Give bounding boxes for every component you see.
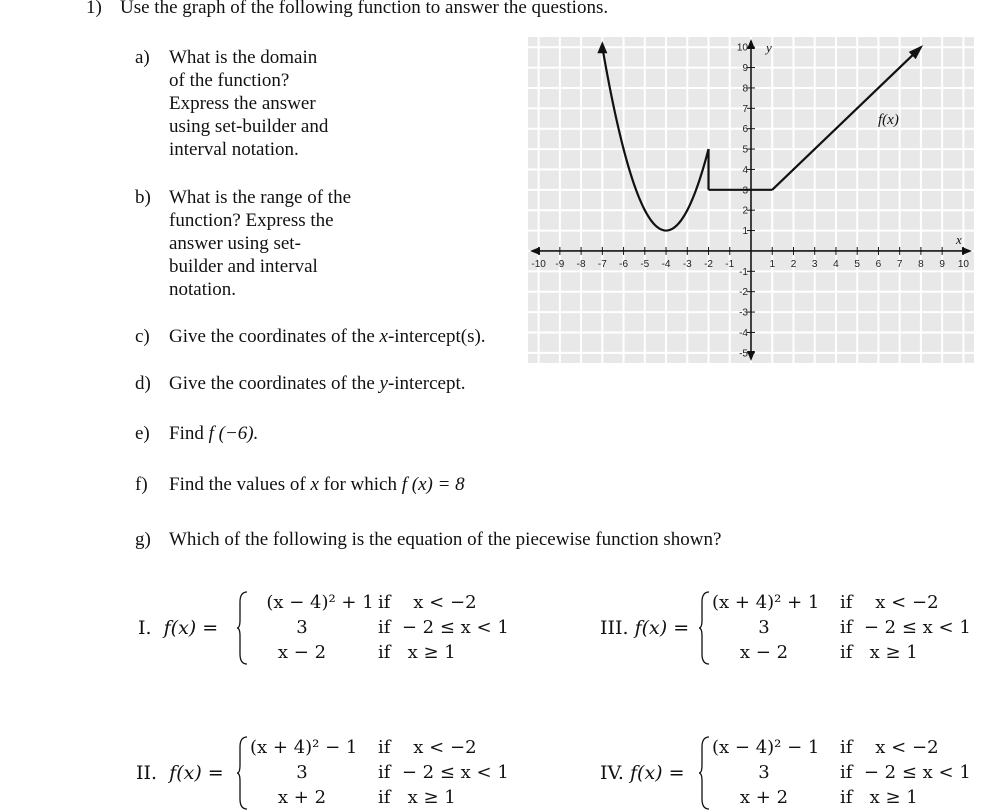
question-number: 1)	[86, 0, 102, 18]
x-tick-label: 6	[875, 258, 882, 270]
x-tick-label: 8	[918, 258, 924, 270]
option-iii-expr-3: x − 2	[739, 642, 789, 663]
part-b-text: What is the range of the function? Express the answer using set- builder and interval notation.	[169, 187, 352, 300]
y-tick-label: 8	[742, 83, 748, 95]
option-iv-cond-1: if x < −2	[840, 737, 939, 758]
option-iv-expr-1: (x − 4)² − 1	[712, 737, 820, 758]
y-tick-label: 6	[742, 124, 748, 136]
part-d-text: Give the coordinates of the y-intercept.	[169, 373, 466, 394]
x-tick-label: 4	[833, 258, 839, 270]
part-g-letter: g)	[135, 529, 151, 550]
option-iv-cond-3: if x ≥ 1	[840, 787, 918, 808]
option-ii-expr-2: 3	[296, 762, 308, 783]
option-iv-cond-2: if − 2 ≤ x < 1	[840, 762, 971, 783]
option-ii-label: II. f(x) =	[136, 762, 224, 784]
y-tick-label: -5	[739, 348, 748, 360]
x-tick-label: -3	[682, 258, 692, 270]
x-axis-label: x	[956, 232, 962, 247]
x-tick-label: 5	[854, 258, 860, 270]
x-tick-label: 7	[896, 258, 903, 270]
option-ii-cond-1: if x < −2	[378, 737, 477, 758]
part-c-text: Give the coordinates of the x-intercept(s).	[169, 326, 486, 347]
part-b-letter: b)	[135, 187, 151, 208]
option-ii-expr-3: x + 2	[277, 787, 327, 808]
part-g-text: Which of the following is the equation of the piecewise function shown?	[169, 529, 722, 550]
x-tick-label: 9	[939, 258, 945, 270]
option-i-cond-1: if x < −2	[378, 592, 477, 613]
option-iii-cond-2: if − 2 ≤ x < 1	[840, 617, 971, 638]
part-a-text: What is the domain of the function? Express the answer using set-builder and interval notation.	[169, 47, 329, 160]
y-tick-label: -2	[739, 287, 748, 299]
x-tick-label: -4	[661, 258, 671, 270]
y-axis-label: y	[766, 40, 772, 55]
x-tick-label: -8	[576, 258, 586, 270]
y-tick-label: -1	[739, 266, 748, 278]
option-iv-expr-2: 3	[758, 762, 770, 783]
option-i-label: I. f(x) =	[138, 617, 219, 639]
x-tick-label: -9	[555, 258, 565, 270]
y-tick-label: -3	[739, 307, 748, 319]
option-i-cond-2: if − 2 ≤ x < 1	[378, 617, 509, 638]
x-tick-label: 3	[811, 258, 818, 270]
part-c-letter: c)	[135, 326, 150, 347]
y-tick-label: 7	[742, 103, 748, 115]
y-tick-label: 9	[742, 63, 748, 75]
option-iv-label: IV. f(x) =	[600, 762, 685, 784]
function-graph	[528, 37, 974, 363]
option-ii-expr-1: (x + 4)² − 1	[250, 737, 358, 758]
option-i-cond-3: if x ≥ 1	[378, 642, 456, 663]
y-tick-label: 1	[742, 226, 748, 238]
curve-label: f(x)	[878, 112, 899, 128]
x-tick-label: 10	[957, 258, 969, 270]
y-tick-label: -4	[739, 327, 748, 339]
y-tick-label: 2	[742, 205, 748, 217]
part-f-letter: f)	[135, 474, 148, 495]
part-d-letter: d)	[135, 373, 151, 394]
x-tick-label: -2	[704, 258, 713, 270]
option-iii-cond-1: if x < −2	[840, 592, 939, 613]
x-tick-label: 2	[790, 258, 797, 270]
y-tick-label: 4	[742, 164, 748, 176]
y-tick-label: 10	[736, 42, 748, 54]
x-tick-label: -1	[725, 258, 735, 270]
x-tick-label: 1	[769, 258, 776, 270]
option-iii-cond-3: if x ≥ 1	[840, 642, 918, 663]
question-stem: Use the graph of the following function to answer the questions.	[120, 0, 609, 18]
option-iii-brace	[698, 590, 710, 666]
x-tick-label: -5	[640, 258, 650, 270]
option-i-expr-1: (x − 4)² + 1	[266, 592, 374, 613]
option-iv-brace	[698, 735, 710, 811]
option-iii-label: III. f(x) =	[600, 617, 690, 639]
x-tick-label: -6	[619, 258, 629, 270]
part-a-letter: a)	[135, 47, 150, 68]
part-e-text: Find f (−6).	[169, 423, 259, 444]
option-ii-brace	[236, 735, 248, 811]
x-tick-label: -7	[597, 258, 607, 270]
option-iii-expr-2: 3	[758, 617, 770, 638]
option-ii-cond-2: if − 2 ≤ x < 1	[378, 762, 509, 783]
y-tick-label: 5	[742, 144, 748, 156]
option-iii-expr-1: (x + 4)² + 1	[712, 592, 820, 613]
x-tick-label: -10	[531, 258, 546, 270]
part-e-letter: e)	[135, 423, 150, 444]
option-iv-expr-3: x + 2	[739, 787, 789, 808]
option-i-expr-3: x − 2	[277, 642, 327, 663]
option-i-brace	[236, 590, 248, 666]
option-ii-cond-3: if x ≥ 1	[378, 787, 456, 808]
part-f-text: Find the values of x for which f (x) = 8	[169, 474, 465, 495]
option-i-expr-2: 3	[296, 617, 308, 638]
y-tick-label: 3	[742, 185, 748, 197]
